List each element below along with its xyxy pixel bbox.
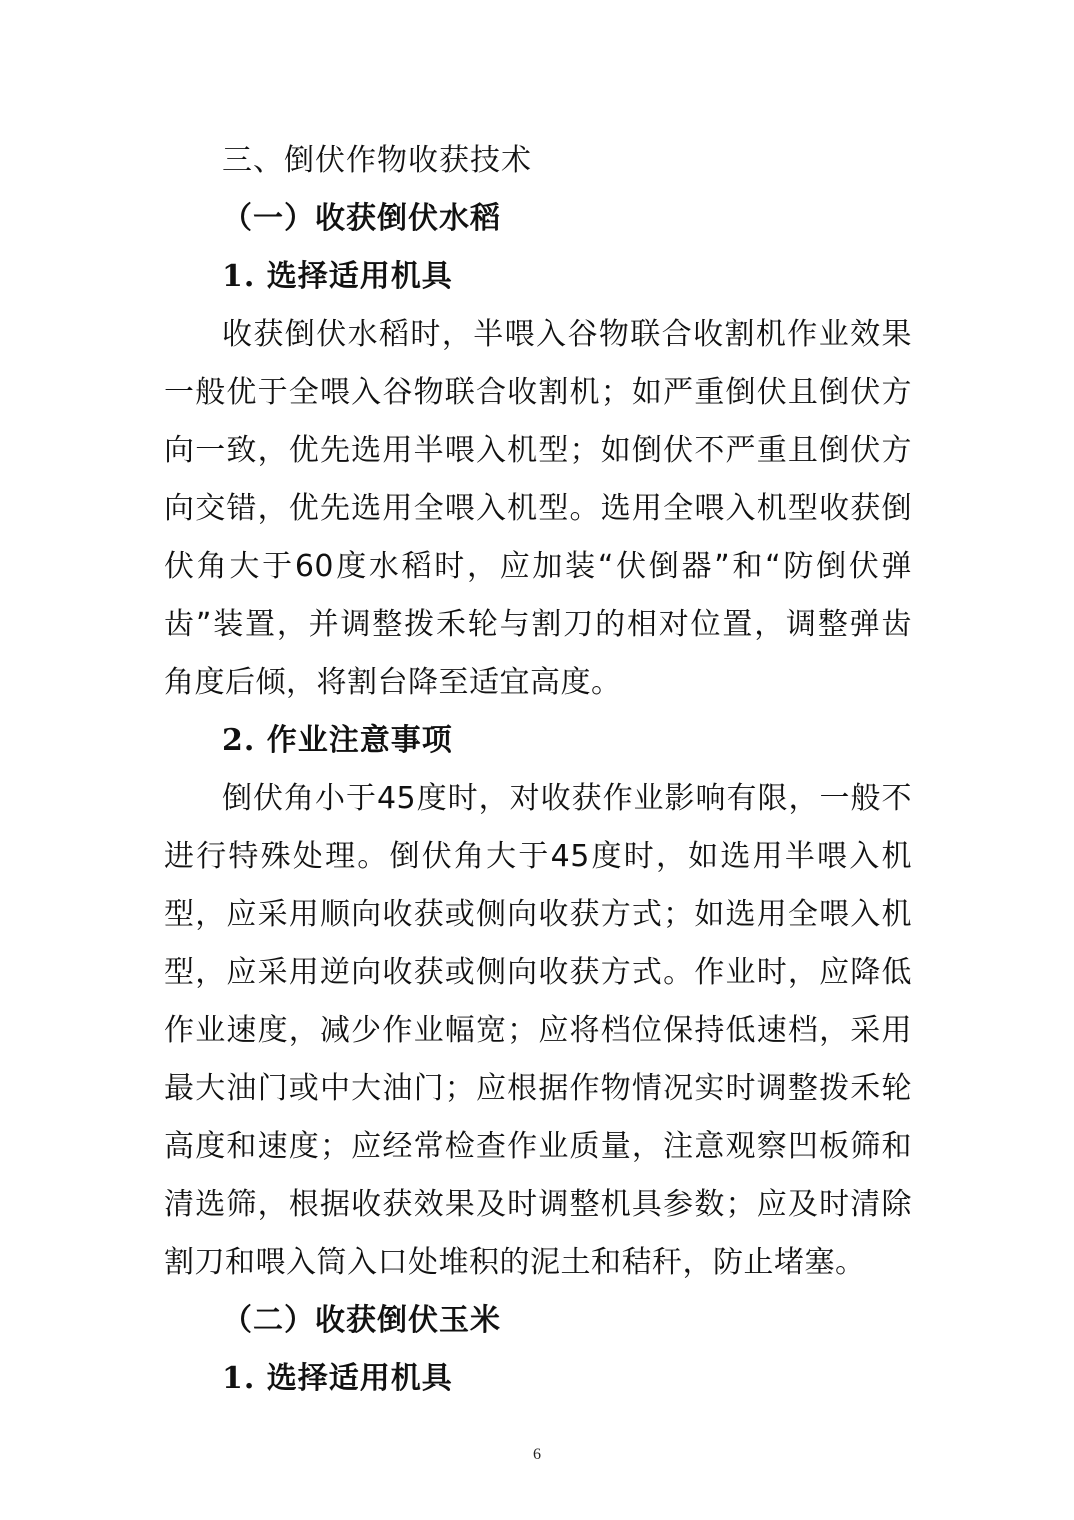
subsection-heading: （二）收获倒伏玉米 [222, 1303, 501, 1338]
item-heading: 2. 作业注意事项 [222, 723, 453, 758]
paragraph: 倒伏角小于45度时，对收获作业影响有限，一般不进行特殊处理。倒伏角大于45度时，如选用半喂入机型，应采用顺向收获或侧向收获方式；如选用全喂入机型，应采用逆向收获或侧向收获方式。作业时，应降低作业速度，减少作业幅宽；应将档位保持低速档，采用最大油门或中大油门；应根据作物情况实时调整拨禾轮高度和速度；应经常检查作业质量，注意观察凹板筛和清选筛，根据收获效果及时调整机具参数；应及时清除割刀和喂入筒入口处堆积的泥土和秸秆，防止堵塞。 [164, 781, 912, 1280]
item-heading: 1. 选择适用机具 [222, 259, 453, 294]
section-heading: 三、倒伏作物收获技术 [222, 143, 532, 178]
subsection-heading: （一）收获倒伏水稻 [222, 201, 501, 236]
document-body [164, 132, 912, 1408]
paragraph: 收获倒伏水稻时，半喂入谷物联合收割机作业效果一般优于全喂入谷物联合收割机；如严重倒伏且倒伏方向一致，优先选用半喂入机型；如倒伏不严重且倒伏方向交错，优先选用全喂入机型。选用全喂入机型收获倒伏角大于60度水稻时，应加装“伏倒器”和“防倒伏弹齿”装置，并调整拨禾轮与割刀的相对位置，调整弹齿角度后倾，将割台降至适宜高度。 [164, 317, 912, 700]
page-number: 6 [533, 1446, 541, 1463]
item-heading: 1. 选择适用机具 [222, 1361, 453, 1396]
